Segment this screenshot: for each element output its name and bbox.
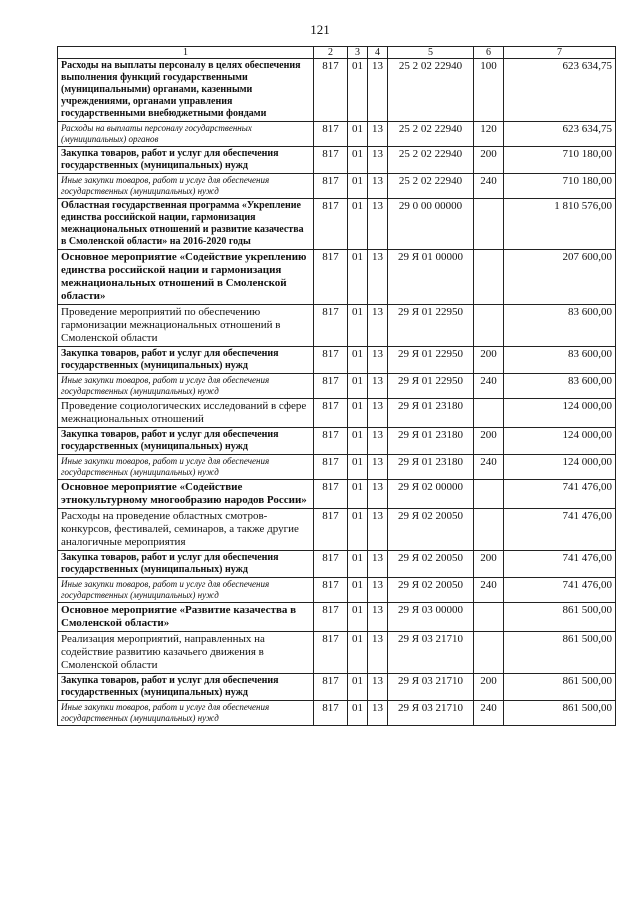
table-row [58,305,616,347]
expense-type-cell: 240 [474,174,504,199]
subsection-cell: 13 [368,603,388,632]
amount-cell: 861 500,00 [504,603,616,632]
code-cell: 817 [314,250,348,305]
row-name-cell: Расходы на выплаты персоналу государственных (муниципальных) органов [58,122,314,147]
section-cell: 01 [348,480,368,509]
code-cell: 817 [314,174,348,199]
amount-cell: 207 600,00 [504,250,616,305]
row-name-cell: Реализация мероприятий, направленных на содействие развитию казачьего движения в Смоленской области [58,632,314,674]
header-cell: 2 [314,47,348,59]
code-cell: 817 [314,551,348,578]
expense-type-cell: 240 [474,374,504,399]
row-name-cell: Закупка товаров, работ и услуг для обеспечения государственных (муниципальных) нужд [58,674,314,701]
amount-cell: 741 476,00 [504,509,616,551]
row-name-cell: Иные закупки товаров, работ и услуг для обеспечения государственных (муниципальных) нужд [58,455,314,480]
amount-cell: 83 600,00 [504,374,616,399]
subsection-cell: 13 [368,455,388,480]
row-name-cell: Иные закупки товаров, работ и услуг для обеспечения государственных (муниципальных) нужд [58,374,314,399]
section-cell: 01 [348,632,368,674]
target-article-cell: 25 2 02 22940 [388,59,474,122]
section-cell: 01 [348,122,368,147]
table-row [58,347,616,374]
table-row [58,701,616,726]
table-row [58,632,616,674]
table-row [58,122,616,147]
subsection-cell: 13 [368,199,388,250]
expense-type-cell: 200 [474,428,504,455]
row-name-cell: Закупка товаров, работ и услуг для обеспечения государственных (муниципальных) нужд [58,428,314,455]
section-cell: 01 [348,147,368,174]
code-cell: 817 [314,701,348,726]
code-cell: 817 [314,147,348,174]
code-cell: 817 [314,674,348,701]
table-row [58,603,616,632]
code-cell: 817 [314,509,348,551]
subsection-cell: 13 [368,428,388,455]
target-article-cell: 29 Я 01 22950 [388,305,474,347]
expense-type-cell: 240 [474,578,504,603]
target-article-cell: 29 Я 02 20050 [388,578,474,603]
target-article-cell: 29 Я 01 23180 [388,428,474,455]
section-cell: 01 [348,603,368,632]
expense-type-cell: 240 [474,701,504,726]
subsection-cell: 13 [368,59,388,122]
subsection-cell: 13 [368,347,388,374]
section-cell: 01 [348,305,368,347]
expense-type-cell: 200 [474,147,504,174]
subsection-cell: 13 [368,250,388,305]
row-name-cell: Проведение мероприятий по обеспечению гармонизации межнациональных отношений в Смоленской области [58,305,314,347]
row-name-cell: Закупка товаров, работ и услуг для обеспечения государственных (муниципальных) нужд [58,347,314,374]
row-name-cell: Проведение социологических исследований в сфере межнациональных отношений [58,399,314,428]
target-article-cell: 29 Я 02 00000 [388,480,474,509]
row-name-cell: Основное мероприятие «Развитие казачества в Смоленской области» [58,603,314,632]
subsection-cell: 13 [368,374,388,399]
section-cell: 01 [348,455,368,480]
target-article-cell: 29 0 00 00000 [388,199,474,250]
row-name-cell: Основное мероприятие «Содействие этнокультурному многообразию народов России» [58,480,314,509]
expense-type-cell [474,399,504,428]
section-cell: 01 [348,578,368,603]
code-cell: 817 [314,59,348,122]
table-header-row [58,47,616,59]
section-cell: 01 [348,428,368,455]
code-cell: 817 [314,199,348,250]
target-article-cell: 29 Я 03 21710 [388,701,474,726]
amount-cell: 124 000,00 [504,428,616,455]
code-cell: 817 [314,399,348,428]
target-article-cell: 29 Я 03 00000 [388,603,474,632]
header-cell: 1 [58,47,314,59]
row-name-cell: Иные закупки товаров, работ и услуг для обеспечения государственных (муниципальных) нужд [58,174,314,199]
row-name-cell: Основное мероприятие «Содействие укреплению единства российской нации и гармонизация межнациональных отношений в Смоленской области» [58,250,314,305]
code-cell: 817 [314,603,348,632]
amount-cell: 710 180,00 [504,147,616,174]
section-cell: 01 [348,399,368,428]
target-article-cell: 29 Я 03 21710 [388,632,474,674]
expense-type-cell [474,632,504,674]
subsection-cell: 13 [368,174,388,199]
section-cell: 01 [348,347,368,374]
expense-type-cell: 200 [474,674,504,701]
table-row [58,674,616,701]
row-name-cell: Иные закупки товаров, работ и услуг для обеспечения государственных (муниципальных) нужд [58,701,314,726]
subsection-cell: 13 [368,509,388,551]
code-cell: 817 [314,428,348,455]
subsection-cell: 13 [368,701,388,726]
target-article-cell: 25 2 02 22940 [388,122,474,147]
page-number: 121 [310,22,330,37]
row-name-cell: Расходы на проведение областных смотров-конкурсов, фестивалей, семинаров, а также другие аналогичные мероприятия [58,509,314,551]
expense-type-cell [474,509,504,551]
target-article-cell: 29 Я 01 22950 [388,347,474,374]
amount-cell: 124 000,00 [504,455,616,480]
table-row [58,578,616,603]
header-cell: 7 [504,47,616,59]
code-cell: 817 [314,305,348,347]
code-cell: 817 [314,122,348,147]
subsection-cell: 13 [368,147,388,174]
table-row [58,551,616,578]
section-cell: 01 [348,509,368,551]
expense-type-cell [474,305,504,347]
subsection-cell: 13 [368,674,388,701]
amount-cell: 861 500,00 [504,701,616,726]
amount-cell: 1 810 576,00 [504,199,616,250]
section-cell: 01 [348,174,368,199]
table-row [58,174,616,199]
expense-type-cell [474,199,504,250]
subsection-cell: 13 [368,122,388,147]
code-cell: 817 [314,578,348,603]
target-article-cell: 29 Я 01 23180 [388,399,474,428]
section-cell: 01 [348,701,368,726]
code-cell: 817 [314,374,348,399]
section-cell: 01 [348,551,368,578]
row-name-cell: Иные закупки товаров, работ и услуг для обеспечения государственных (муниципальных) нужд [58,578,314,603]
table-row [58,59,616,122]
target-article-cell: 25 2 02 22940 [388,147,474,174]
section-cell: 01 [348,674,368,701]
amount-cell: 861 500,00 [504,632,616,674]
table-row [58,509,616,551]
subsection-cell: 13 [368,578,388,603]
header-cell: 4 [368,47,388,59]
row-name-cell: Расходы на выплаты персоналу в целях обеспечения выполнения функций государственными (муниципальными) органами, казенными учреждениями, органами управления государственными внебюджетными фондами [58,59,314,122]
subsection-cell: 13 [368,305,388,347]
target-article-cell: 29 Я 01 00000 [388,250,474,305]
code-cell: 817 [314,632,348,674]
table-row [58,455,616,480]
amount-cell: 83 600,00 [504,347,616,374]
expense-type-cell: 200 [474,347,504,374]
subsection-cell: 13 [368,551,388,578]
target-article-cell: 29 Я 02 20050 [388,509,474,551]
target-article-cell: 25 2 02 22940 [388,174,474,199]
expense-type-cell [474,250,504,305]
table-row [58,199,616,250]
amount-cell: 623 634,75 [504,122,616,147]
target-article-cell: 29 Я 01 22950 [388,374,474,399]
row-name-cell: Закупка товаров, работ и услуг для обеспечения государственных (муниципальных) нужд [58,147,314,174]
header-cell: 3 [348,47,368,59]
expense-type-cell: 200 [474,551,504,578]
expense-type-cell [474,603,504,632]
section-cell: 01 [348,250,368,305]
section-cell: 01 [348,199,368,250]
amount-cell: 124 000,00 [504,399,616,428]
subsection-cell: 13 [368,480,388,509]
header-cell: 5 [388,47,474,59]
row-name-cell: Областная государственная программа «Укрепление единства российской нации, гармонизация межнациональных отношений и развитие казачества в Смоленской области» на 2016-2020 годы [58,199,314,250]
target-article-cell: 29 Я 02 20050 [388,551,474,578]
subsection-cell: 13 [368,632,388,674]
section-cell: 01 [348,59,368,122]
row-name-cell: Закупка товаров, работ и услуг для обеспечения государственных (муниципальных) нужд [58,551,314,578]
subsection-cell: 13 [368,399,388,428]
table-row [58,374,616,399]
header-cell: 6 [474,47,504,59]
amount-cell: 623 634,75 [504,59,616,122]
table-row [58,250,616,305]
amount-cell: 710 180,00 [504,174,616,199]
expense-type-cell [474,480,504,509]
code-cell: 817 [314,455,348,480]
code-cell: 817 [314,347,348,374]
budget-table [57,46,616,726]
table-row [58,480,616,509]
amount-cell: 741 476,00 [504,480,616,509]
expense-type-cell: 100 [474,59,504,122]
amount-cell: 83 600,00 [504,305,616,347]
table-row [58,399,616,428]
table-row [58,428,616,455]
amount-cell: 741 476,00 [504,578,616,603]
target-article-cell: 29 Я 03 21710 [388,674,474,701]
amount-cell: 741 476,00 [504,551,616,578]
target-article-cell: 29 Я 01 23180 [388,455,474,480]
code-cell: 817 [314,480,348,509]
amount-cell: 861 500,00 [504,674,616,701]
expense-type-cell: 240 [474,455,504,480]
table-row [58,147,616,174]
expense-type-cell: 120 [474,122,504,147]
section-cell: 01 [348,374,368,399]
